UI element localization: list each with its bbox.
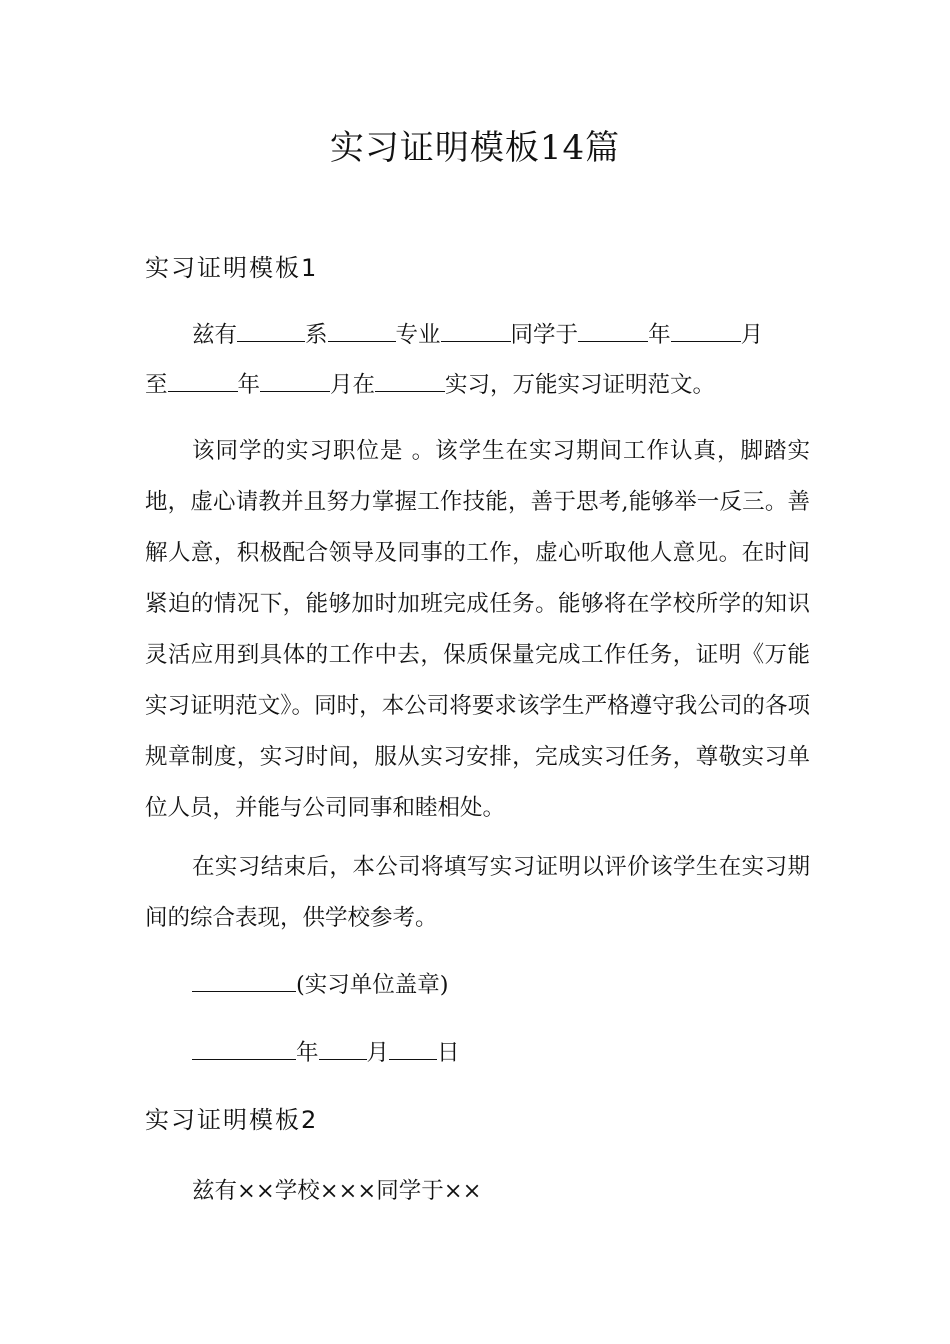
intro-text: 年: [648, 322, 671, 348]
intro-line-1: [192, 318, 763, 352]
intro-line-2: [145, 368, 715, 402]
paragraph-closing: 在实习结束后，本公司将填写实习证明以评价该学生在实习期间的综合表现，供学校参考。: [145, 854, 810, 931]
blank-field: [192, 1037, 296, 1060]
blank-field: [168, 369, 238, 392]
blank-field: [578, 319, 648, 342]
blank-field: [389, 1037, 437, 1060]
intro-text: 专业: [395, 322, 441, 348]
intro-text: 同学于: [510, 322, 579, 348]
blank-field: [237, 319, 305, 342]
document-title: 实习证明模板14篇: [329, 128, 621, 168]
blank-field: [319, 1037, 367, 1060]
date-month-label: 月: [366, 1040, 390, 1066]
blank-field: [375, 369, 445, 392]
date-line: [192, 1036, 460, 1070]
section-2-intro: 兹有××学校×××同学于××: [192, 1178, 482, 1204]
intro-text: 兹有: [192, 322, 238, 348]
intro-text: 系: [305, 322, 328, 348]
blank-field: [328, 319, 396, 342]
intro-text: 年: [237, 372, 261, 398]
date-year-label: 年: [296, 1040, 319, 1066]
intro-text: 月在: [330, 372, 376, 398]
blank-field: [441, 319, 511, 342]
paragraph-duties: 该同学的实习职位是 。该学生在实习期间工作认真，脚踏实地，虚心请教并且努力掌握工作技能，善于思考,能够举一反三。善解人意，积极配合领导及同事的工作，虚心听取他人意见。在时间紧迫的情况下，能够加时加班完成任务。能够将在学校所学的知识灵活应用到具体的工作中去，保质保量完成工作任务，证明《万能实习证明范文》。同时，本公司将要求该学生严格遵守我公司的各项规章制度，实习时间，服从实习安排，完成实习任务，尊敬实习单位人员，并能与公司同事和睦相处。: [145, 438, 810, 821]
intro-text: 至: [145, 372, 168, 398]
seal-line: [192, 968, 449, 1002]
blank-field: [192, 969, 296, 992]
section-heading-1: 实习证明模板1: [145, 254, 319, 282]
intro-text: 月: [740, 322, 764, 348]
section-heading-2: 实习证明模板2: [145, 1106, 319, 1134]
blank-field: [260, 369, 330, 392]
date-day-label: 日: [437, 1040, 460, 1066]
seal-label: (实习单位盖章): [296, 972, 449, 998]
blank-field: [671, 319, 741, 342]
intro-text: 实习，万能实习证明范文。: [445, 372, 716, 398]
